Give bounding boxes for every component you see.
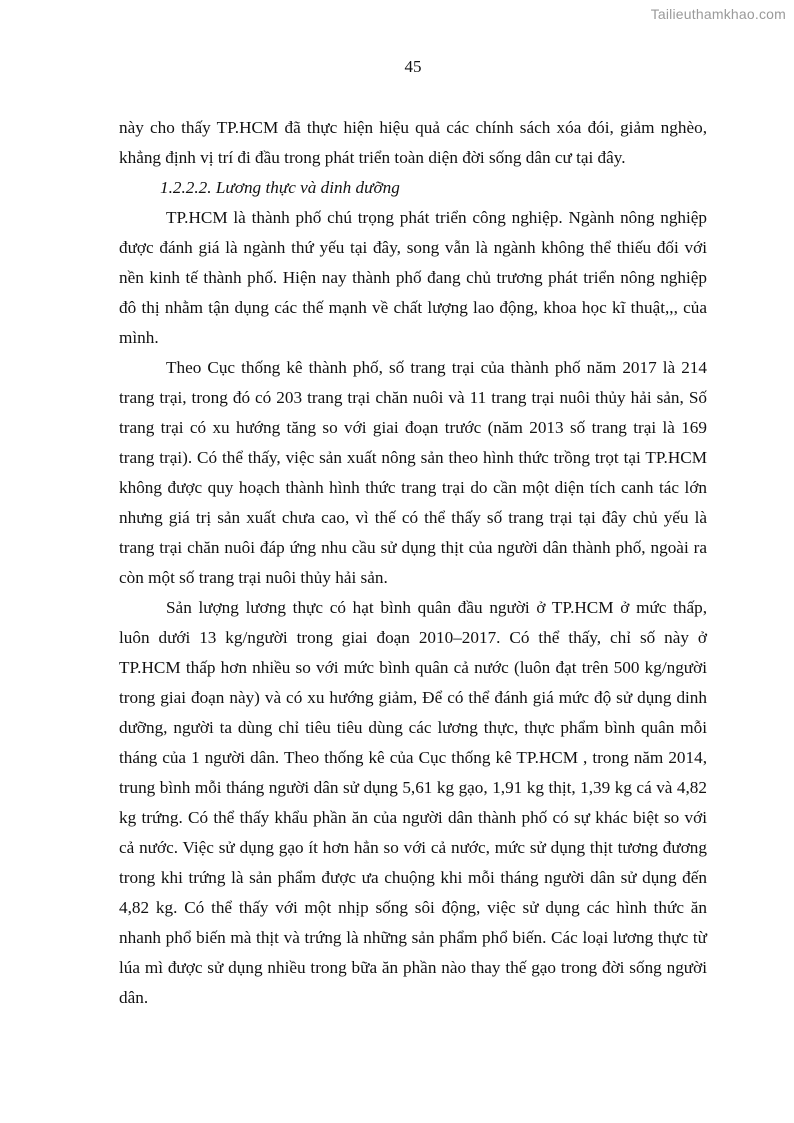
paragraph-agriculture: TP.HCM là thành phố chú trọng phát triển công nghiệp. Ngành nông nghiệp được đánh giá là ngành thứ yếu tại đây, song vẫn là ngành không thể thiếu đối với nền kinh tế thành phố. Hiện nay thành phố đang chủ trương phát triển nông nghiệp đô thị nhằm tận dụng các thế mạnh về chất lượng lao động, khoa học kĩ thuật,,, của mình. — [119, 208, 707, 347]
watermark: Tailieuthamkhao.com — [650, 6, 786, 22]
section-heading: 1.2.2.2. Lương thực và dinh dưỡng — [160, 178, 400, 197]
document-body — [119, 113, 707, 1013]
paragraph-food-consumption: Sản lượng lương thực có hạt bình quân đầu người ở TP.HCM ở mức thấp, luôn dưới 13 kg/người trong giai đoạn 2010–2017. Có thể thấy, chỉ số này ở TP.HCM thấp hơn nhiều so với mức bình quân cả nước (luôn đạt trên 500 kg/người trong giai đoạn này) và có xu hướng giảm, Để có thể đánh giá mức độ sử dụng dinh dưỡng, người ta dùng chỉ tiêu tiêu dùng các lương thực, thực phẩm bình quân mỗi tháng của 1 người dân. Theo thống kê của Cục thống kê TP.HCM , trong năm 2014, trung bình mỗi tháng người dân sử dụng 5,61 kg gạo, 1,91 kg thịt, 1,39 kg cá và 4,82 kg trứng. Có thể thấy khẩu phần ăn của người dân thành phố có sự khác biệt so với cả nước. Việc sử dụng gạo ít hơn hẳn so với cả nước, mức sử dụng thịt tương đương trong khi trứng là sản phẩm được ưa chuộng khi mỗi tháng người dân sử dụng đến 4,82 kg. Có thể thấy với một nhịp sống sôi động, việc sử dụng các hình thức ăn nhanh phổ biến mà thịt và trứng là những sản phẩm phổ biến. Các loại lương thực từ lúa mì được sử dụng nhiều trong bữa ăn phần nào thay thế gạo trong đời sống người dân. — [119, 598, 707, 1007]
page-number: 45 — [404, 57, 422, 76]
paragraph-farms: Theo Cục thống kê thành phố, số trang trại của thành phố năm 2017 là 214 trang trại, trong đó có 203 trang trại chăn nuôi và 11 trang trại nuôi thủy hải sản, Số trang trại có xu hướng tăng so với giai đoạn trước (năm 2013 số trang trại là 169 trang trại). Có thể thấy, việc sản xuất nông sản theo hình thức trồng trọt tại TP.HCM không được quy hoạch thành hình thức trang trại do cần một diện tích canh tác lớn nhưng giá trị sản xuất chưa cao, vì thế có thể thấy số trang trại tại đây chủ yếu là trang trại chăn nuôi đáp ứng nhu cầu sử dụng thịt của người dân thành phố, ngoài ra còn một số trang trại nuôi thủy hải sản. — [119, 358, 707, 587]
paragraph-continuation: này cho thấy TP.HCM đã thực hiện hiệu quả các chính sách xóa đói, giảm nghèo, khẳng định vị trí đi đầu trong phát triển toàn diện đời sống dân cư tại đây. — [119, 118, 707, 167]
